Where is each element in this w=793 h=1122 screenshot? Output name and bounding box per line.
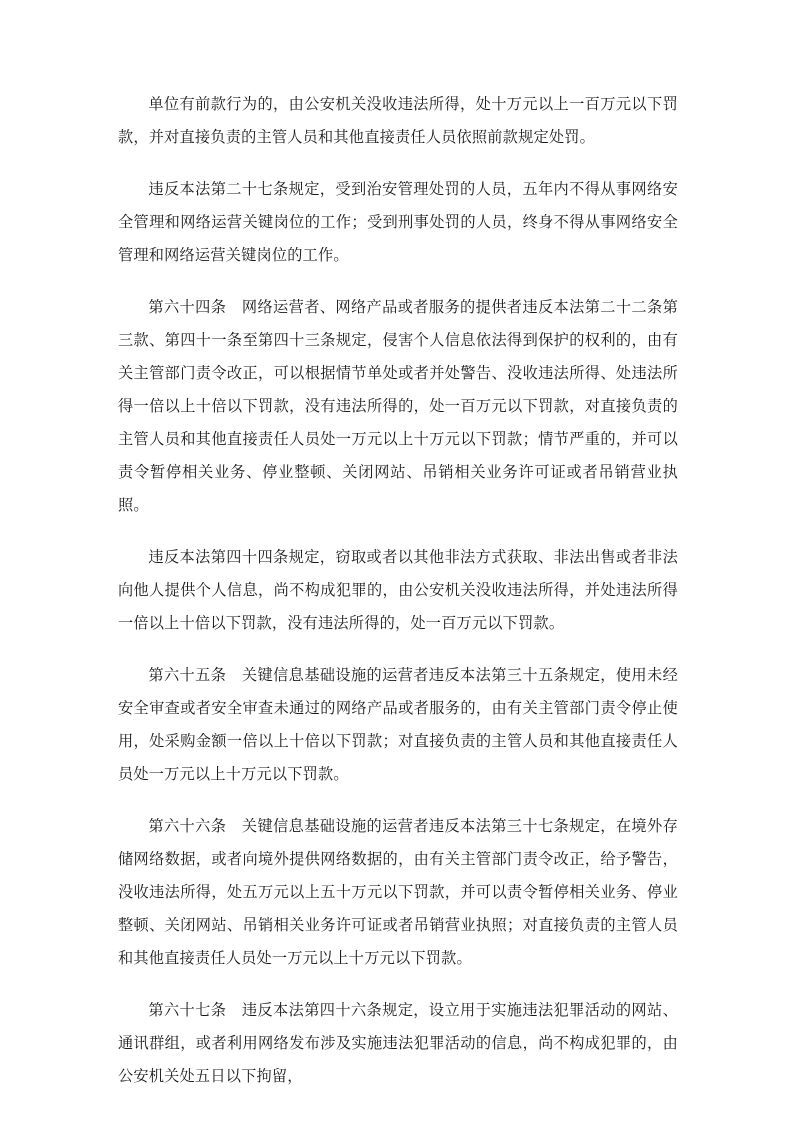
document-body: [118, 88, 678, 1093]
paragraph: 单位有前款行为的，由公安机关没收违法所得，处十万元以上一百万元以下罚款，并对直接负责的主管人员和其他直接责任人员依照前款规定处罚。: [118, 95, 678, 146]
paragraph: 第六十七条 违反本法第四十六条规定，设立用于实施违法犯罪活动的网站、通讯群组，或者利用网络发布涉及实施违法犯罪活动的信息，尚不构成犯罪的，由公安机关处五日以下拘留，: [118, 1001, 678, 1085]
paragraph: 第六十六条 关键信息基础设施的运营者违反本法第三十七条规定，在境外存储网络数据，或者向境外提供网络数据的，由有关主管部门责令改正，给予警告，没收违法所得，处五万元以上五十万元以下罚款，并可以责令暂停相关业务、停业整顿、关闭网站、吊销相关业务许可证或者吊销营业执照；对直接负责的主管人员和其他直接责任人员处一万元以上十万元以下罚款。: [118, 817, 678, 967]
paragraph: 违反本法第二十七条规定，受到治安管理处罚的人员，五年内不得从事网络安全管理和网络运营关键岗位的工作；受到刑事处罚的人员，终身不得从事网络安全管理和网络运营关键岗位的工作。: [118, 180, 678, 264]
paragraph: 第六十四条 网络运营者、网络产品或者服务的提供者违反本法第二十二条第三款、第四十一条至第四十三条规定，侵害个人信息依法得到保护的权利的，由有关主管部门责令改正，可以根据情节单处或者并处警告、没收违法所得、处违法所得一倍以上十倍以下罚款，没有违法所得的，处一百万元以下罚款，对直接负责的主管人员和其他直接责任人员处一万元以上十万元以下罚款；情节严重的，并可以责令暂停相关业务、停业整顿、关闭网站、吊销相关业务许可证或者吊销营业执照。: [118, 298, 678, 514]
paragraph: 第六十五条 关键信息基础设施的运营者违反本法第三十五条规定，使用未经安全审查或者安全审查未通过的网络产品或者服务的，由有关主管部门责令停止使用，处采购金额一倍以上十倍以下罚款；对直接负责的主管人员和其他直接责任人员处一万元以上十万元以下罚款。: [118, 666, 678, 783]
paragraph: 违反本法第四十四条规定，窃取或者以其他非法方式获取、非法出售或者非法向他人提供个人信息，尚不构成犯罪的，由公安机关没收违法所得，并处违法所得一倍以上十倍以下罚款，没有违法所得的，处一百万元以下罚款。: [118, 548, 678, 632]
